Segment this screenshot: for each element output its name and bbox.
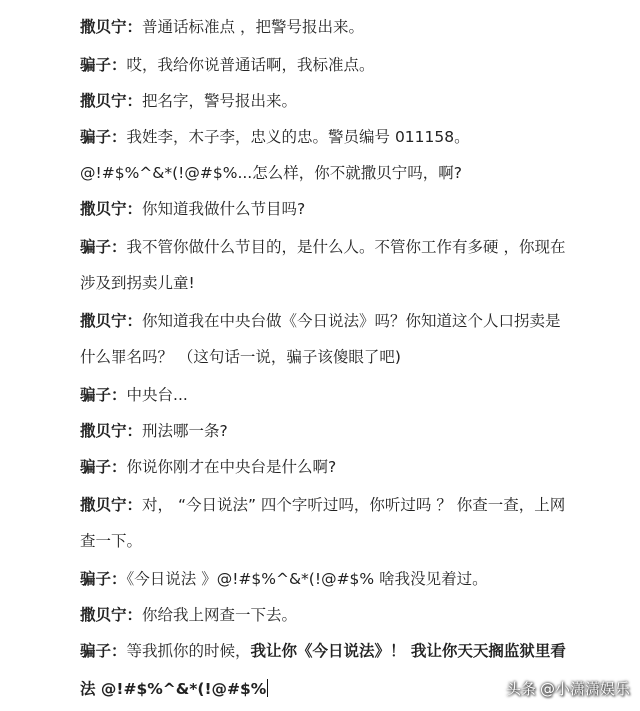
dialogue-line <box>80 456 336 478</box>
speaker-label: 骗子： <box>80 642 127 660</box>
line-text: 我姓李，木子李，忠义的忠。警员编号 011158。 <box>126 128 470 146</box>
speaker-label: 骗子： <box>80 128 127 146</box>
line-text: 对， “今日说法” 四个字听过吗，你听过吗 ？ 你查一查，上网 <box>142 496 566 514</box>
line-text: 涉及到拐卖儿童! <box>80 274 195 292</box>
dialogue-line <box>80 272 195 294</box>
speaker-label: 骗子： <box>80 386 127 404</box>
speaker-label: 骗子： <box>80 238 127 256</box>
watermark <box>506 676 630 700</box>
speaker-label: 撒贝宁： <box>80 92 143 110</box>
speaker-label: 撒贝宁： <box>80 496 143 514</box>
line-text: 哎，我给你说普通话啊，我标准点。 <box>126 56 375 74</box>
speaker-label: 撒贝宁： <box>80 606 143 624</box>
line-text: 你知道我在中央台做《今日说法》吗？你知道这个人口拐卖是 <box>142 312 561 330</box>
dialogue-line <box>80 54 375 76</box>
speaker-label: 撒贝宁： <box>80 200 143 218</box>
dialogue-line <box>80 126 470 148</box>
line-text: 我不管你做什么节目的，是什么人。不管你工作有多硬 ，你现在 <box>126 238 566 256</box>
line-text: 中央台... <box>126 386 188 404</box>
line-text: 等我抓你的时候， <box>126 642 251 660</box>
line-text: 把名字，警号报出来。 <box>142 92 298 110</box>
line-text: 刑法哪一条? <box>142 422 228 440</box>
watermark-handle: @小潇潇娱乐 <box>539 679 630 698</box>
text-cursor <box>267 679 268 697</box>
dialogue-line <box>80 162 462 184</box>
line-text: 什么罪名吗？ （这句话一说，骗子该傻眼了吧) <box>80 348 401 366</box>
speaker-label: 骗子： <box>80 458 127 476</box>
line-text: 查一下。 <box>80 532 143 550</box>
line-text: 普通话标准点 ，把警号报出来。 <box>142 18 364 36</box>
dialogue-line <box>80 530 142 552</box>
dialogue-line <box>80 678 268 700</box>
dialogue-line <box>80 310 561 332</box>
dialogue-line <box>80 198 305 220</box>
speaker-label: 骗子： <box>80 56 127 74</box>
dialogue-line <box>80 604 297 626</box>
line-text-bold: 法 @!#$%^&*(!@#$% <box>80 680 267 698</box>
line-text: 你说你刚才在中央台是什么啊? <box>126 458 337 476</box>
watermark-prefix: 头条 <box>505 679 536 698</box>
dialogue-line <box>80 640 566 662</box>
dialogue-line <box>80 90 297 112</box>
line-text: 你给我上网查一下去。 <box>142 606 298 624</box>
line-text: @!#$%^&*(!@#$%...怎么样，你不就撒贝宁吗，啊? <box>80 164 462 182</box>
line-text-bold: 我让你《今日说法》！ 我让你天天搁监狱里看 <box>250 642 566 660</box>
dialogue-line <box>80 568 488 590</box>
dialogue-line <box>80 384 188 406</box>
line-text: 《今日说法 》@!#$%^&*(!@#$% 啥我没见着过。 <box>126 570 488 588</box>
speaker-label: 骗子： <box>80 570 127 588</box>
dialogue-line <box>80 494 565 516</box>
dialogue-line <box>80 16 364 38</box>
line-text: 你知道我做什么节目吗? <box>142 200 306 218</box>
dialogue-line <box>80 236 565 258</box>
speaker-label: 撒贝宁： <box>80 18 143 36</box>
dialogue-line <box>80 346 401 368</box>
dialogue-line <box>80 420 228 442</box>
speaker-label: 撒贝宁： <box>80 422 143 440</box>
speaker-label: 撒贝宁： <box>80 312 143 330</box>
